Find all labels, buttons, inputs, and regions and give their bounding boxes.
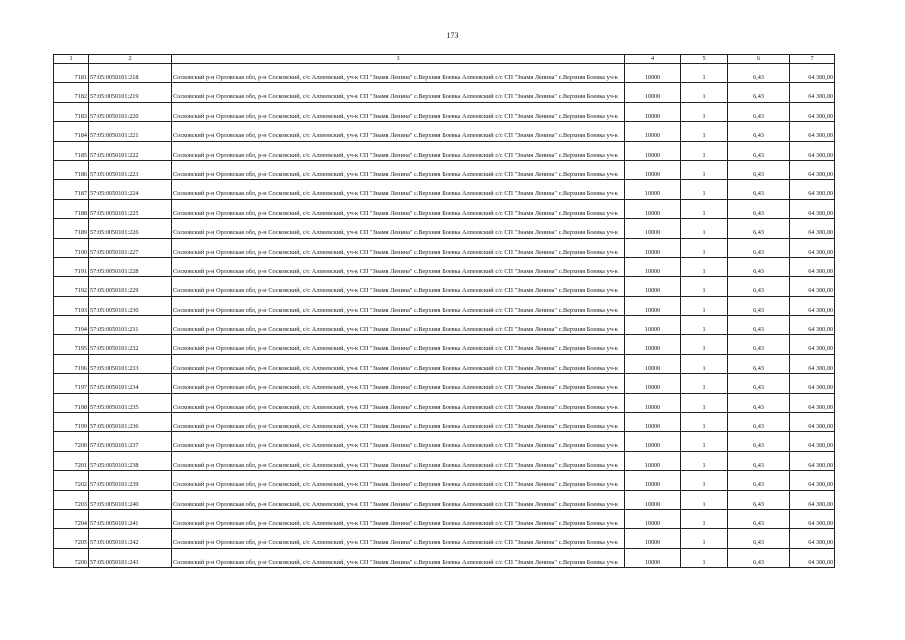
row-number-cell: 7194 [54, 316, 89, 335]
row-number-cell: 7191 [54, 257, 89, 276]
area-cell: 10000 [625, 316, 681, 335]
quantity-cell: 1 [681, 277, 728, 296]
total-cell: 64 300,00 [790, 509, 835, 528]
quantity-cell: 1 [681, 548, 728, 567]
total-cell: 64 300,00 [790, 354, 835, 373]
cadastral-number-cell: 57:05:0050101:224 [89, 180, 172, 199]
total-cell: 64 300,00 [790, 432, 835, 451]
column-header: 5 [681, 55, 728, 64]
quantity-cell: 1 [681, 413, 728, 432]
price-cell: 6,43 [728, 413, 790, 432]
row-number-cell: 7195 [54, 335, 89, 354]
cadastral-number-cell: 57:05:0050101:233 [89, 354, 172, 373]
quantity-cell: 1 [681, 257, 728, 276]
area-cell: 10000 [625, 64, 681, 83]
location-description-cell: Сосковский р-н Орловская обл, р-н Сосковский, с/с Алпеевский, уч-к СП "Знамя Ленина" с.Верхняя Боевка Алпеевский с/с СП "Знамя Ленина" с.Верхняя Боевка уч-к [172, 548, 625, 567]
cadastral-number-cell: 57:05:0050101:222 [89, 141, 172, 160]
table-row [54, 160, 835, 179]
table-row [54, 141, 835, 160]
cadastral-number-cell: 57:05:0050101:239 [89, 471, 172, 490]
table-row [54, 354, 835, 373]
location-description-cell: Сосковский р-н Орловская обл, р-н Сосковский, с/с Алпеевский, уч-к СП "Знамя Ленина" с.Верхняя Боевка Алпеевский с/с СП "Знамя Ленина" с.Верхняя Боевка уч-к [172, 296, 625, 315]
price-cell: 6,43 [728, 548, 790, 567]
location-description-cell: Сосковский р-н Орловская обл, р-н Сосковский, с/с Алпеевский, уч-к СП "Знамя Ленина" с.Верхняя Боевка Алпеевский с/с СП "Знамя Ленина" с.Верхняя Боевка уч-к [172, 413, 625, 432]
location-description-cell: Сосковский р-н Орловская обл, р-н Сосковский, с/с Алпеевский, уч-к СП "Знамя Ленина" с.Верхняя Боевка Алпеевский с/с СП "Знамя Ленина" с.Верхняя Боевка уч-к [172, 393, 625, 412]
quantity-cell: 1 [681, 238, 728, 257]
location-description-cell: Сосковский р-н Орловская обл, р-н Сосковский, с/с Алпеевский, уч-к СП "Знамя Ленина" с.Верхняя Боевка Алпеевский с/с СП "Знамя Ленина" с.Верхняя Боевка уч-к [172, 432, 625, 451]
total-cell: 64 300,00 [790, 102, 835, 121]
location-description-cell: Сосковский р-н Орловская обл, р-н Сосковский, с/с Алпеевский, уч-к СП "Знамя Ленина" с.Верхняя Боевка Алпеевский с/с СП "Знамя Ленина" с.Верхняя Боевка уч-к [172, 160, 625, 179]
area-cell: 10000 [625, 393, 681, 412]
column-header: 1 [54, 55, 89, 64]
cadastral-number-cell: 57:05:0050101:227 [89, 238, 172, 257]
total-cell: 64 300,00 [790, 180, 835, 199]
area-cell: 10000 [625, 199, 681, 218]
total-cell: 64 300,00 [790, 238, 835, 257]
price-cell: 6,43 [728, 374, 790, 393]
cadastral-number-cell: 57:05:0050101:240 [89, 490, 172, 509]
area-cell: 10000 [625, 413, 681, 432]
price-cell: 6,43 [728, 335, 790, 354]
area-cell: 10000 [625, 509, 681, 528]
quantity-cell: 1 [681, 160, 728, 179]
total-cell: 64 300,00 [790, 257, 835, 276]
row-number-cell: 7188 [54, 199, 89, 218]
table-row [54, 374, 835, 393]
table-row [54, 102, 835, 121]
total-cell: 64 300,00 [790, 393, 835, 412]
total-cell: 64 300,00 [790, 83, 835, 102]
cadastral-number-cell: 57:05:0050101:226 [89, 219, 172, 238]
row-number-cell: 7190 [54, 238, 89, 257]
location-description-cell: Сосковский р-н Орловская обл, р-н Сосковский, с/с Алпеевский, уч-к СП "Знамя Ленина" с.Верхняя Боевка Алпеевский с/с СП "Знамя Ленина" с.Верхняя Боевка уч-к [172, 180, 625, 199]
location-description-cell: Сосковский р-н Орловская обл, р-н Сосковский, с/с Алпеевский, уч-к СП "Знамя Ленина" с.Верхняя Боевка Алпеевский с/с СП "Знамя Ленина" с.Верхняя Боевка уч-к [172, 471, 625, 490]
row-number-cell: 7183 [54, 102, 89, 121]
quantity-cell: 1 [681, 529, 728, 548]
cadastral-number-cell: 57:05:0050101:220 [89, 102, 172, 121]
table-row [54, 432, 835, 451]
area-cell: 10000 [625, 141, 681, 160]
total-cell: 64 300,00 [790, 548, 835, 567]
table-row [54, 219, 835, 238]
quantity-cell: 1 [681, 296, 728, 315]
quantity-cell: 1 [681, 199, 728, 218]
row-number-cell: 7187 [54, 180, 89, 199]
area-cell: 10000 [625, 335, 681, 354]
quantity-cell: 1 [681, 509, 728, 528]
row-number-cell: 7204 [54, 509, 89, 528]
table-row [54, 277, 835, 296]
row-number-cell: 7186 [54, 160, 89, 179]
price-cell: 6,43 [728, 83, 790, 102]
total-cell: 64 300,00 [790, 490, 835, 509]
price-cell: 6,43 [728, 277, 790, 296]
total-cell: 64 300,00 [790, 141, 835, 160]
total-cell: 64 300,00 [790, 335, 835, 354]
total-cell: 64 300,00 [790, 199, 835, 218]
table-row [54, 257, 835, 276]
cadastral-number-cell: 57:05:0050101:223 [89, 160, 172, 179]
price-cell: 6,43 [728, 393, 790, 412]
location-description-cell: Сосковский р-н Орловская обл, р-н Сосковский, с/с Алпеевский, уч-к СП "Знамя Ленина" с.Верхняя Боевка Алпеевский с/с СП "Знамя Ленина" с.Верхняя Боевка уч-к [172, 490, 625, 509]
cadastral-number-cell: 57:05:0050101:237 [89, 432, 172, 451]
price-cell: 6,43 [728, 199, 790, 218]
column-header: 4 [625, 55, 681, 64]
row-number-cell: 7206 [54, 548, 89, 567]
location-description-cell: Сосковский р-н Орловская обл, р-н Сосковский, с/с Алпеевский, уч-к СП "Знамя Ленина" с.Верхняя Боевка Алпеевский с/с СП "Знамя Ленина" с.Верхняя Боевка уч-к [172, 335, 625, 354]
table-row [54, 529, 835, 548]
row-number-cell: 7181 [54, 64, 89, 83]
total-cell: 64 300,00 [790, 451, 835, 470]
location-description-cell: Сосковский р-н Орловская обл, р-н Сосковский, с/с Алпеевский, уч-к СП "Знамя Ленина" с.Верхняя Боевка Алпеевский с/с СП "Знамя Ленина" с.Верхняя Боевка уч-к [172, 199, 625, 218]
table-row [54, 64, 835, 83]
area-cell: 10000 [625, 490, 681, 509]
table-row [54, 548, 835, 567]
total-cell: 64 300,00 [790, 316, 835, 335]
quantity-cell: 1 [681, 393, 728, 412]
table-row [54, 335, 835, 354]
total-cell: 64 300,00 [790, 160, 835, 179]
location-description-cell: Сосковский р-н Орловская обл, р-н Сосковский, с/с Алпеевский, уч-к СП "Знамя Ленина" с.Верхняя Боевка Алпеевский с/с СП "Знамя Ленина" с.Верхняя Боевка уч-к [172, 529, 625, 548]
location-description-cell: Сосковский р-н Орловская обл, р-н Сосковский, с/с Алпеевский, уч-к СП "Знамя Ленина" с.Верхняя Боевка Алпеевский с/с СП "Знамя Ленина" с.Верхняя Боевка уч-к [172, 257, 625, 276]
price-cell: 6,43 [728, 316, 790, 335]
land-plots-table [53, 54, 835, 568]
cadastral-number-cell: 57:05:0050101:242 [89, 529, 172, 548]
area-cell: 10000 [625, 238, 681, 257]
quantity-cell: 1 [681, 451, 728, 470]
location-description-cell: Сосковский р-н Орловская обл, р-н Сосковский, с/с Алпеевский, уч-к СП "Знамя Ленина" с.Верхняя Боевка Алпеевский с/с СП "Знамя Ленина" с.Верхняя Боевка уч-к [172, 102, 625, 121]
area-cell: 10000 [625, 219, 681, 238]
quantity-cell: 1 [681, 122, 728, 141]
price-cell: 6,43 [728, 141, 790, 160]
total-cell: 64 300,00 [790, 64, 835, 83]
quantity-cell: 1 [681, 374, 728, 393]
area-cell: 10000 [625, 160, 681, 179]
quantity-cell: 1 [681, 471, 728, 490]
quantity-cell: 1 [681, 180, 728, 199]
table-row [54, 413, 835, 432]
total-cell: 64 300,00 [790, 122, 835, 141]
table-row [54, 471, 835, 490]
area-cell: 10000 [625, 83, 681, 102]
area-cell: 10000 [625, 432, 681, 451]
cadastral-number-cell: 57:05:0050101:236 [89, 413, 172, 432]
quantity-cell: 1 [681, 432, 728, 451]
column-header: 6 [728, 55, 790, 64]
cadastral-number-cell: 57:05:0050101:231 [89, 316, 172, 335]
row-number-cell: 7196 [54, 354, 89, 373]
area-cell: 10000 [625, 451, 681, 470]
area-cell: 10000 [625, 548, 681, 567]
location-description-cell: Сосковский р-н Орловская обл, р-н Сосковский, с/с Алпеевский, уч-к СП "Знамя Ленина" с.Верхняя Боевка Алпеевский с/с СП "Знамя Ленина" с.Верхняя Боевка уч-к [172, 122, 625, 141]
row-number-cell: 7193 [54, 296, 89, 315]
area-cell: 10000 [625, 354, 681, 373]
price-cell: 6,43 [728, 432, 790, 451]
cadastral-number-cell: 57:05:0050101:232 [89, 335, 172, 354]
column-header: 7 [790, 55, 835, 64]
price-cell: 6,43 [728, 64, 790, 83]
area-cell: 10000 [625, 296, 681, 315]
location-description-cell: Сосковский р-н Орловская обл, р-н Сосковский, с/с Алпеевский, уч-к СП "Знамя Ленина" с.Верхняя Боевка Алпеевский с/с СП "Знамя Ленина" с.Верхняя Боевка уч-к [172, 83, 625, 102]
total-cell: 64 300,00 [790, 471, 835, 490]
total-cell: 64 300,00 [790, 219, 835, 238]
quantity-cell: 1 [681, 490, 728, 509]
cadastral-number-cell: 57:05:0050101:238 [89, 451, 172, 470]
area-cell: 10000 [625, 374, 681, 393]
quantity-cell: 1 [681, 64, 728, 83]
location-description-cell: Сосковский р-н Орловская обл, р-н Сосковский, с/с Алпеевский, уч-к СП "Знамя Ленина" с.Верхняя Боевка Алпеевский с/с СП "Знамя Ленина" с.Верхняя Боевка уч-к [172, 316, 625, 335]
location-description-cell: Сосковский р-н Орловская обл, р-н Сосковский, с/с Алпеевский, уч-к СП "Знамя Ленина" с.Верхняя Боевка Алпеевский с/с СП "Знамя Ленина" с.Верхняя Боевка уч-к [172, 509, 625, 528]
total-cell: 64 300,00 [790, 413, 835, 432]
cadastral-number-cell: 57:05:0050101:225 [89, 199, 172, 218]
row-number-cell: 7192 [54, 277, 89, 296]
price-cell: 6,43 [728, 102, 790, 121]
cadastral-number-cell: 57:05:0050101:234 [89, 374, 172, 393]
quantity-cell: 1 [681, 219, 728, 238]
quantity-cell: 1 [681, 102, 728, 121]
quantity-cell: 1 [681, 83, 728, 102]
cadastral-number-cell: 57:05:0050101:235 [89, 393, 172, 412]
row-number-cell: 7184 [54, 122, 89, 141]
price-cell: 6,43 [728, 296, 790, 315]
price-cell: 6,43 [728, 471, 790, 490]
cadastral-number-cell: 57:05:0050101:228 [89, 257, 172, 276]
row-number-cell: 7203 [54, 490, 89, 509]
cadastral-number-cell: 57:05:0050101:230 [89, 296, 172, 315]
location-description-cell: Сосковский р-н Орловская обл, р-н Сосковский, с/с Алпеевский, уч-к СП "Знамя Ленина" с.Верхняя Боевка Алпеевский с/с СП "Знамя Ленина" с.Верхняя Боевка уч-к [172, 219, 625, 238]
row-number-cell: 7205 [54, 529, 89, 548]
table-row [54, 180, 835, 199]
area-cell: 10000 [625, 122, 681, 141]
location-description-cell: Сосковский р-н Орловская обл, р-н Сосковский, с/с Алпеевский, уч-к СП "Знамя Ленина" с.Верхняя Боевка Алпеевский с/с СП "Знамя Ленина" с.Верхняя Боевка уч-к [172, 354, 625, 373]
price-cell: 6,43 [728, 354, 790, 373]
row-number-cell: 7200 [54, 432, 89, 451]
row-number-cell: 7202 [54, 471, 89, 490]
cadastral-number-cell: 57:05:0050101:219 [89, 83, 172, 102]
quantity-cell: 1 [681, 141, 728, 160]
page-number: 173 [446, 31, 459, 40]
table-row [54, 393, 835, 412]
column-header: 2 [89, 55, 172, 64]
quantity-cell: 1 [681, 316, 728, 335]
price-cell: 6,43 [728, 451, 790, 470]
table-row [54, 238, 835, 257]
row-number-cell: 7182 [54, 83, 89, 102]
total-cell: 64 300,00 [790, 374, 835, 393]
cadastral-number-cell: 57:05:0050101:218 [89, 64, 172, 83]
price-cell: 6,43 [728, 122, 790, 141]
location-description-cell: Сосковский р-н Орловская обл, р-н Сосковский, с/с Алпеевский, уч-к СП "Знамя Ленина" с.Верхняя Боевка Алпеевский с/с СП "Знамя Ленина" с.Верхняя Боевка уч-к [172, 64, 625, 83]
table-row [54, 83, 835, 102]
location-description-cell: Сосковский р-н Орловская обл, р-н Сосковский, с/с Алпеевский, уч-к СП "Знамя Ленина" с.Верхняя Боевка Алпеевский с/с СП "Знамя Ленина" с.Верхняя Боевка уч-к [172, 374, 625, 393]
row-number-cell: 7189 [54, 219, 89, 238]
table-row [54, 296, 835, 315]
table-row [54, 316, 835, 335]
cadastral-number-cell: 57:05:0050101:221 [89, 122, 172, 141]
row-number-cell: 7201 [54, 451, 89, 470]
price-cell: 6,43 [728, 219, 790, 238]
total-cell: 64 300,00 [790, 296, 835, 315]
location-description-cell: Сосковский р-н Орловская обл, р-н Сосковский, с/с Алпеевский, уч-к СП "Знамя Ленина" с.Верхняя Боевка Алпеевский с/с СП "Знамя Ленина" с.Верхняя Боевка уч-к [172, 277, 625, 296]
price-cell: 6,43 [728, 257, 790, 276]
column-header: 3 [172, 55, 625, 64]
table-row [54, 490, 835, 509]
quantity-cell: 1 [681, 354, 728, 373]
row-number-cell: 7197 [54, 374, 89, 393]
price-cell: 6,43 [728, 180, 790, 199]
table-row [54, 122, 835, 141]
table-header-row [54, 55, 835, 64]
row-number-cell: 7198 [54, 393, 89, 412]
row-number-cell: 7185 [54, 141, 89, 160]
price-cell: 6,43 [728, 509, 790, 528]
row-number-cell: 7199 [54, 413, 89, 432]
total-cell: 64 300,00 [790, 277, 835, 296]
area-cell: 10000 [625, 277, 681, 296]
table-row [54, 199, 835, 218]
price-cell: 6,43 [728, 490, 790, 509]
table-row [54, 451, 835, 470]
quantity-cell: 1 [681, 335, 728, 354]
location-description-cell: Сосковский р-н Орловская обл, р-н Сосковский, с/с Алпеевский, уч-к СП "Знамя Ленина" с.Верхняя Боевка Алпеевский с/с СП "Знамя Ленина" с.Верхняя Боевка уч-к [172, 451, 625, 470]
price-cell: 6,43 [728, 160, 790, 179]
cadastral-number-cell: 57:05:0050101:241 [89, 509, 172, 528]
area-cell: 10000 [625, 529, 681, 548]
price-cell: 6,43 [728, 529, 790, 548]
area-cell: 10000 [625, 180, 681, 199]
location-description-cell: Сосковский р-н Орловская обл, р-н Сосковский, с/с Алпеевский, уч-к СП "Знамя Ленина" с.Верхняя Боевка Алпеевский с/с СП "Знамя Ленина" с.Верхняя Боевка уч-к [172, 238, 625, 257]
location-description-cell: Сосковский р-н Орловская обл, р-н Сосковский, с/с Алпеевский, уч-к СП "Знамя Ленина" с.Верхняя Боевка Алпеевский с/с СП "Знамя Ленина" с.Верхняя Боевка уч-к [172, 141, 625, 160]
price-cell: 6,43 [728, 238, 790, 257]
area-cell: 10000 [625, 257, 681, 276]
area-cell: 10000 [625, 102, 681, 121]
cadastral-number-cell: 57:05:0050101:229 [89, 277, 172, 296]
total-cell: 64 300,00 [790, 529, 835, 548]
cadastral-number-cell: 57:05:0050101:243 [89, 548, 172, 567]
area-cell: 10000 [625, 471, 681, 490]
table-row [54, 509, 835, 528]
